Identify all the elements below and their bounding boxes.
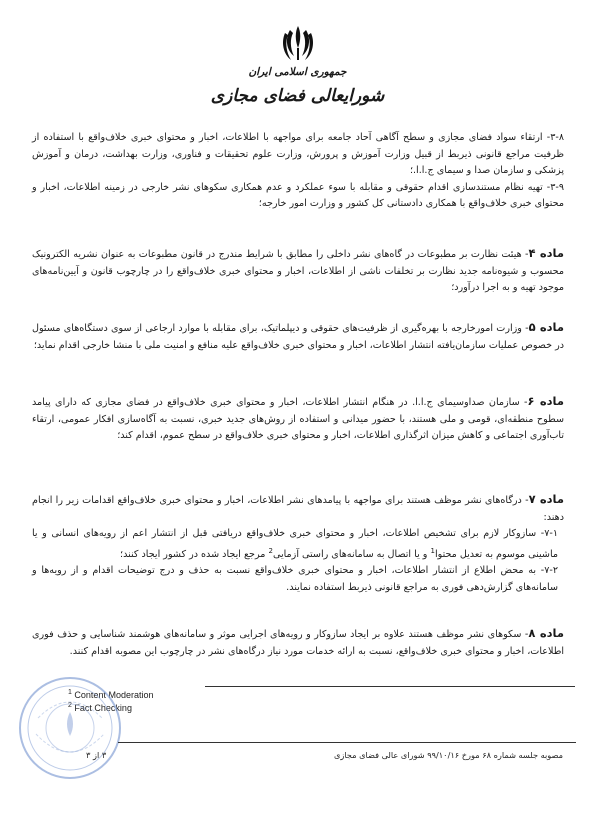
- footnote-2-text: Fact Checking: [74, 703, 132, 713]
- clause-3-8: ۳-۸- ارتقاء سواد فضای مجازی و سطح آگاهی آحاد جامعه برای مواجهه با اطلاعات، اخبار و محتوای خبری خلاف‌واقع با استفاده از ظرفیت مراجع قانونی ذیربط از قبیل وزارت آموزش و پرورش، وزارت علوم تحقیقات و فناوری، وزارت بهداشت، درمان و آموزش پزشکی و سازمان صدا و سیمای ج.ا.ا.؛: [32, 132, 564, 176]
- article-6: [32, 393, 564, 445]
- approval-note: مصوبه جلسه شماره ۶۸ مورخ ۹۹/۱۰/۱۶ شورای عالی فضای مجازی: [333, 750, 563, 760]
- clauses-3-8-3-9: [32, 130, 564, 213]
- article-7: [32, 491, 564, 596]
- article-4-label: ماده ۴: [528, 246, 564, 260]
- council-title: شورایعالی فضای مجازی: [210, 86, 385, 106]
- article-4-text: - هیئت نظارت بر مطبوعات در گاه‌های نشر داخلی را مطابق با شرایط مندرج در قانون مطبوعات به عنوان نشریه الکترونیک محسوب و شیوه‌نامه جدید نظارت بر تخلفات ناشی از اطلاعات، اخبار و محتوای خبری خلاف‌واقع را در چارچوب قانون و آیین‌نامه‌های موجود تهیه و به اجرا درآورد؛: [32, 249, 564, 293]
- page-number: ۳ از ۳: [86, 750, 107, 760]
- article-8: [32, 625, 564, 660]
- clause-7-2: ۷-۲- به محض اطلاع از انتشار اطلاعات، اخبار و محتوای خبری خلاف‌واقع نسبت به حذف و درج توضیحات اقدام و از رویه‌ها و سامانه‌های گزارش‌دهی فوری به مراجع قانونی ذیربط استفاده نمایند.: [32, 565, 558, 593]
- footnote-ref-2: 2: [268, 546, 273, 555]
- clause-7-1: [32, 526, 564, 563]
- official-seal-stamp-icon: [16, 674, 124, 782]
- article-5: [32, 319, 564, 354]
- article-6-text: - سازمان صداوسیمای ج.ا.ا. در هنگام انتشار اطلاعات، اخبار و محتوای خبری خلاف‌واقع در فضای مجازی که دارای پیامد سطوح منطقه‌ای، قومی و ملی هستند، با حضور میدانی و استفاده از روش‌های جدید خبری، نسبت به آگاه‌سازی افکار عمومی، ارتقاء تاب‌آوری اجتماعی و کاهش میزان اثرگذاری اطلاعات، اخبار و محتوای خبری خلاف‌واقع در سطح عموم، اقدام کند؛: [32, 397, 564, 441]
- article-5-label: ماده ۵: [528, 320, 564, 334]
- article-8-text: - سکوهای نشر موظف هستند علاوه بر ایجاد سازوکار و رویه‌های اجرایی موثر و سامانه‌های هوشمند شناسایی و حذف فوری اطلاعات، اخبار و محتوای خبری خلاف‌واقع، نسبت به ارائه خدمات مورد نیاز درگاه‌های نشر در چارچوب این مصوبه اقدام کنند.: [32, 629, 564, 657]
- footnote-2-number: 2: [68, 702, 72, 709]
- article-8-label: ماده ۸: [528, 626, 564, 640]
- article-5-text: - وزارت امورخارجه با بهره‌گیری از ظرفیت‌های حقوقی و دیپلماتیک، برای مقابله با موارد ارجاعی از سوی دستگاه‌های مسئول در خصوص عملیات سازمان‌یافته انتشار اطلاعات، اخبار و محتوای خبری خلاف‌واقع علیه منافع و امنیت ملی با منشا خارجی اقدام نماید؛: [32, 323, 564, 351]
- clause-3-9: ۳-۹- تهیه نظام مستندسازی اقدام حقوقی و مقابله با سوء عملکرد و عدم همکاری سکوهای نشر خارجی در زمینه اطلاعات، اخبار و محتوای خبری خلاف‌واقع با همکاری دادستانی کل کشور و وزارت امور خارجه؛: [32, 181, 564, 209]
- footnote-1-number: 1: [68, 689, 72, 696]
- article-7-label: ماده ۷: [528, 492, 564, 506]
- footnote-1-text: Content Moderation: [74, 690, 154, 700]
- article-7-text: - درگاه‌های نشر موظف هستند برای مواجهه با پیامدهای نشر اطلاعات، اخبار و محتوای خبری خلاف‌واقع اقدامات زیر را انجام دهند:: [32, 495, 564, 523]
- article-6-label: ماده ۶: [527, 394, 564, 408]
- footnote-divider: [205, 686, 575, 687]
- footer-divider: [118, 742, 576, 743]
- article-4: [32, 245, 564, 297]
- national-emblem-icon: [281, 22, 315, 64]
- clause-7-1-part-c: مرجع ایجاد شده در کشور ایجاد کنند؛: [120, 548, 269, 560]
- republic-title: جمهوری اسلامی ایران: [248, 66, 347, 78]
- clause-7-1-part-a: ۷-۱- سازوکار لازم برای تشخیص اطلاعات، اخبار و محتوای خبری خلاف‌واقع دریافتی قبل از انتشار اعم از رویه‌های انسانی و یا ماشینی موسوم به تعدیل محتوا: [32, 528, 558, 560]
- footnote-ref-1: 1: [430, 546, 435, 555]
- clause-7-1-part-b: و یا اتصال به سامانه‌های راستی آزمایی: [272, 548, 431, 560]
